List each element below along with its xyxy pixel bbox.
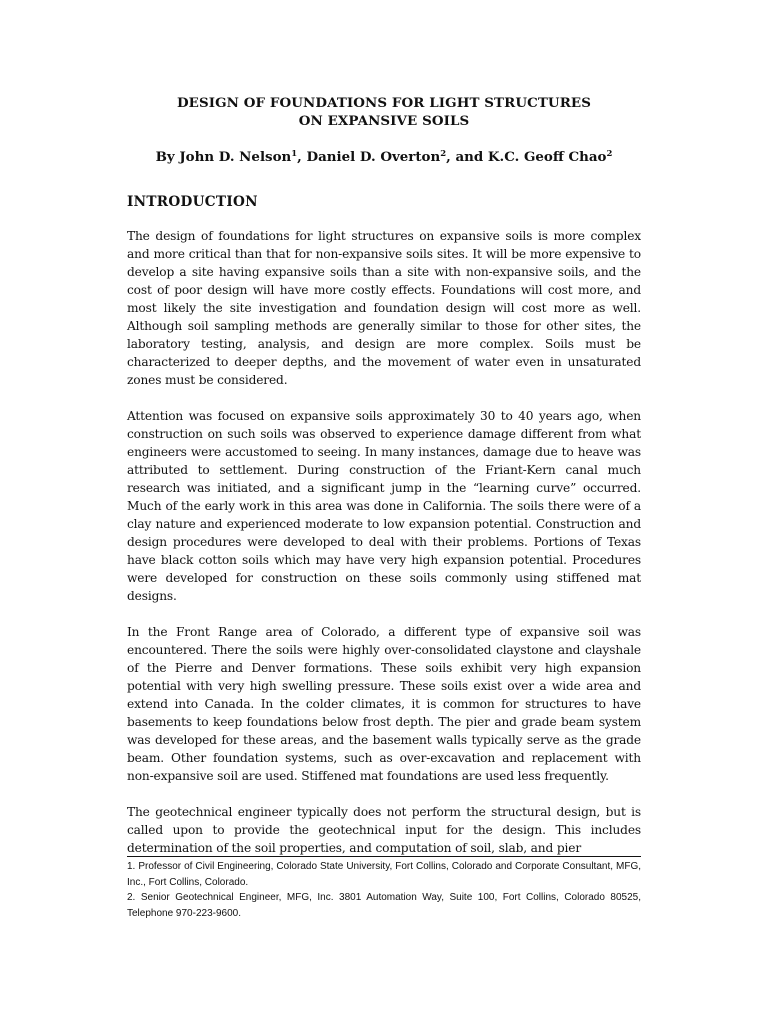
title-line-1: DESIGN OF FOUNDATIONS FOR LIGHT STRUCTURES [176, 95, 592, 111]
author-1: John D. Nelson [179, 149, 292, 165]
title-line-2: ON EXPANSIVE SOILS [298, 113, 470, 129]
author-3: K.C. Geoff Chao [487, 149, 607, 165]
paper-title [127, 94, 641, 130]
author-1-affiliation: 1 [291, 149, 298, 159]
body-paragraph-3: In the Front Range area of Colorado, a different type of expansive soil was encountered. There the soils were highly over-consolidated claystone and clayshale of the Pierre and Denver formations. These soils exhibit very high expansion potential with very high swelling pressure. These soils exist over a wide area and extend into Canada. In the colder climates, it is common for structures to have basements to keep foundations below frost depth. The pier and grade beam system was developed for these areas, and the basement walls typically serve as the grade beam. Other foundation systems, such as over-excavation and replacement with non-expansive soil are used. Stiffened mat foundations are used less frequently. [127, 625, 641, 783]
body-paragraph-4: The geotechnical engineer typically does not perform the structural design, but is called upon to provide the geotechnical input for the design. This includes determination of the soil properties, and computation of soil, slab, and pier [127, 805, 641, 855]
section-heading: INTRODUCTION [127, 194, 258, 210]
author-separator-1: , [297, 149, 307, 165]
footnote-1: 1. Professor of Civil Engineering, Colorado State University, Fort Collins, Colorado and Corporate Consultant, MFG, Inc., Fort Collins, Colorado. [127, 861, 641, 888]
author-2-affiliation: 2 [440, 149, 447, 159]
footnote-2: 2. Senior Geotechnical Engineer, MFG, Inc. 3801 Automation Way, Suite 100, Fort Collins, Colorado 80525, Telephone 970-223-9600. [127, 892, 641, 919]
author-by: By [155, 149, 180, 165]
author-line [127, 148, 641, 166]
author-separator-2: , and [446, 149, 488, 165]
author-3-affiliation: 2 [606, 149, 613, 159]
footnotes [127, 856, 641, 921]
body-paragraph-1: The design of foundations for light structures on expansive soils is more complex and more critical than that for non-expansive soils sites. It will be more expensive to develop a site having expansive soils than a site with non-expansive soils, and the cost of poor design will have more costly effects. Foundations will cost more, and most likely the site investigation and foundation design will cost more as well. Although soil sampling methods are generally similar to those for other sites, the laboratory testing, analysis, and design are more complex. Soils must be characterized to deeper depths, and the movement of water even in unsaturated zones must be considered. [127, 229, 641, 387]
body-paragraph-2: Attention was focused on expansive soils approximately 30 to 40 years ago, when construction on such soils was observed to experience damage different from what engineers were accustomed to seeing. In many instances, damage due to heave was attributed to settlement. During construction of the Friant-Kern canal much research was initiated, and a significant jump in the “learning curve” occurred. Much of the early work in this area was done in California. The soils there were of a clay nature and experienced moderate to low expansion potential. Construction and design procedures were developed to deal with their problems. Portions of Texas have black cotton soils which may have very high expansion potential. Procedures were developed for construction on these soils commonly using stiffened mat designs. [127, 409, 641, 603]
author-2: Daniel D. Overton [306, 149, 441, 165]
